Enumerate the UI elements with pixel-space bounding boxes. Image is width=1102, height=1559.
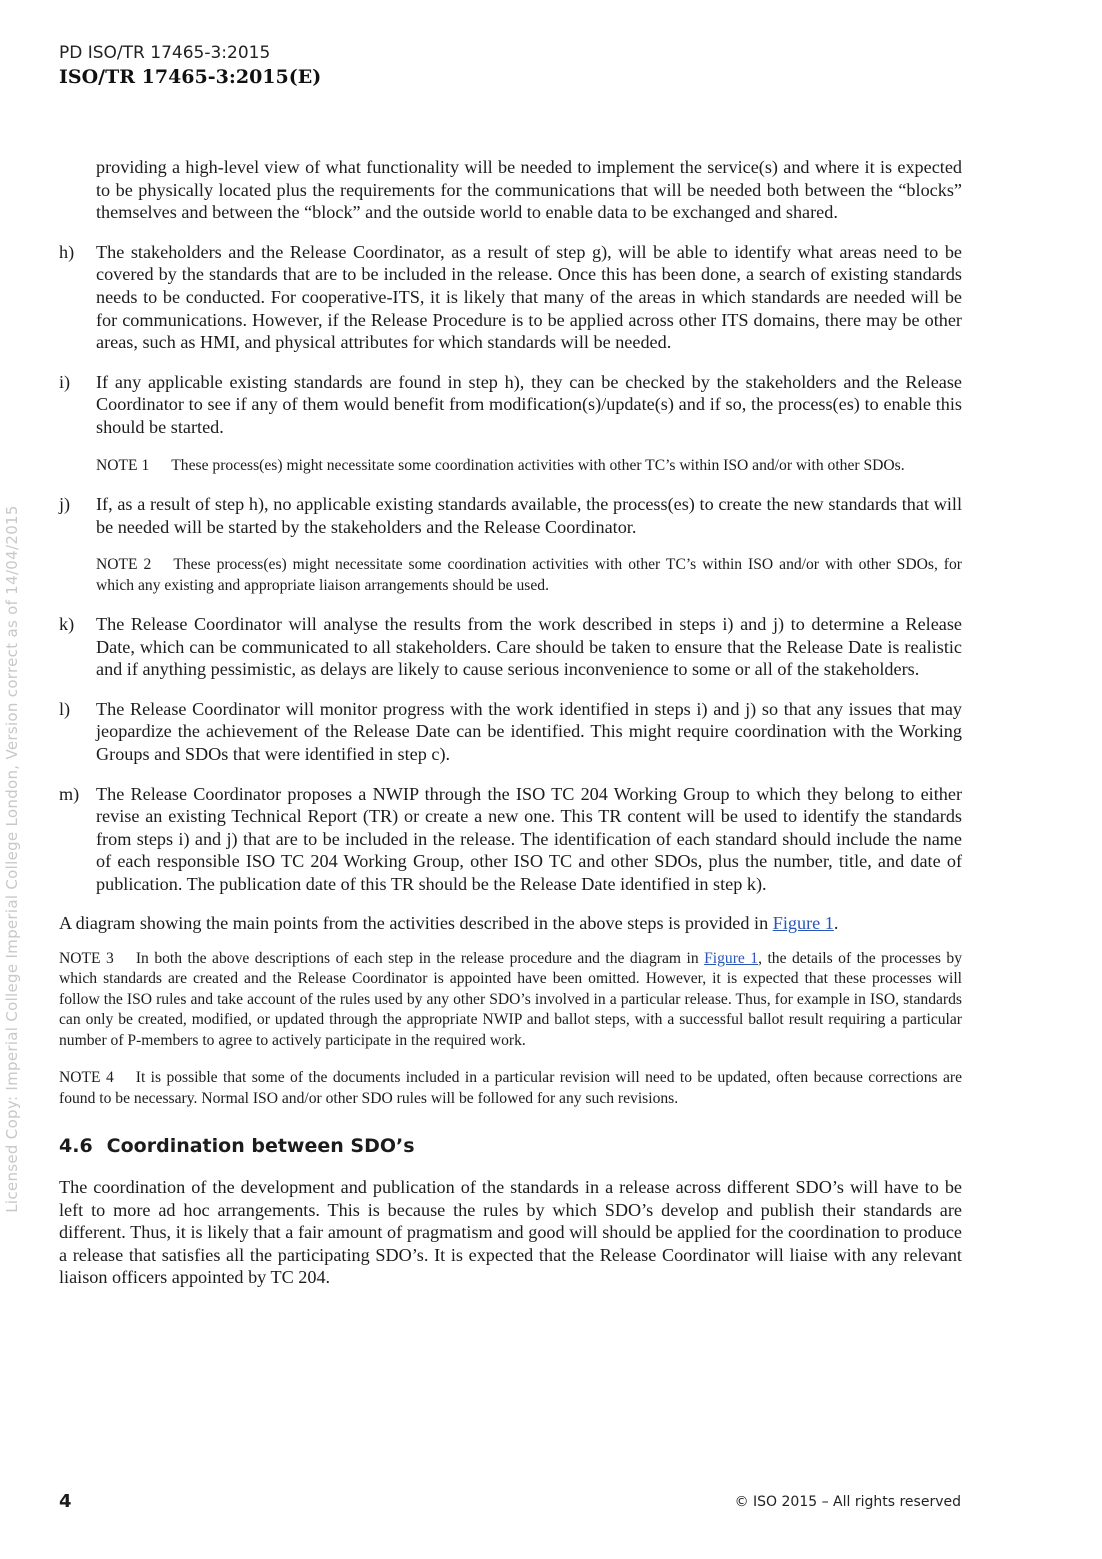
diagram-reference-paragraph <box>59 912 962 935</box>
header-doc-id: PD ISO/TR 17465-3:2015 <box>59 43 271 63</box>
note-4-label: NOTE 4 <box>59 1069 114 1087</box>
note-1-text: These process(es) might necessitate some coordination activities with other TC’s within ISO and/or with other SDOs. <box>171 456 905 474</box>
list-item-l <box>59 698 962 766</box>
section-heading-4-6 <box>59 1135 962 1157</box>
list-label-k: k) <box>59 613 75 634</box>
list-text-l: The Release Coordinator will monitor progress with the work identified in steps i) and j) so that any issues that may jeopardize the achievement of the Release Date can be identified. This might require coordination with the Working Groups and SDOs that were identified in step c). <box>96 698 962 764</box>
note-4-text: It is possible that some of the documents included in a particular revision will need to be updated, often because corrections are found to be necessary. Normal ISO and/or other SDO rules will be followed for any such revisions. <box>59 1069 962 1107</box>
note-2-label: NOTE 2 <box>96 556 152 574</box>
step-g-continuation: providing a high-level view of what functionality will be needed to implement the service(s) and where it is expected to be physically located plus the requirements for the communications that will be needed both between the “blocks” themselves and between the “block” and the outside world to enable data to be exchanged and shared. <box>96 157 962 223</box>
list-label-l: l) <box>59 698 71 719</box>
note-2-text: These process(es) might necessitate some coordination activities with other TC’s within ISO and/or with other SDOs, for which any existing and appropriate liaison arrangements should be used. <box>96 556 962 594</box>
copyright-notice: © ISO 2015 – All rights reserved <box>734 1494 961 1510</box>
list-text-h: The stakeholders and the Release Coordinator, as a result of step g), will be able to identify what areas need to be covered by the standards that are to be included in the release. Once this has been done, a search of existing standards needs to be conducted. For cooperative-ITS, it is likely that many of the areas in which standards are needed will be for communications. However, if the Release Procedure is to be applied across other ITS domains, there may be other areas, such as HMI, and physical attributes for which standards will be needed. <box>96 241 962 353</box>
diagram-reference-end: . <box>833 913 839 934</box>
list-text-k: The Release Coordinator will analyse the results from the work described in steps i) and j) to determine a Release Date, which can be communicated to all stakeholders. Care should be taken to ensure that the Release Date is realistic and if anything pessimistic, as delays are likely to cause serious inconvenience to some or all of the stakeholders. <box>96 613 962 680</box>
note-3-text-end: , the details of the processes by which standards are created and the Release Coordinator is appointed have been omitted. However, it is expected that these processes will follow the ISO rules and take account of the rules used by any other SDO’s involved in a particular release. Thus, for example in ISO, standards can only be created, modified, or updated through the appropriate NWIP and ballot steps, with a successful ballot result requiring a particular number of P-members to agree to actively participate in the required work. <box>59 950 962 1049</box>
note-4 <box>59 1068 962 1109</box>
list-item-j <box>59 493 962 538</box>
note-1-label: NOTE 1 <box>96 456 150 474</box>
figure-1-link[interactable]: Figure 1 <box>772 913 834 934</box>
page-number: 4 <box>59 1491 72 1512</box>
note-2 <box>59 555 962 596</box>
section-4-6-body: The coordination of the development and publication of the standards in a release across different SDO’s will have to be left to more ad hoc arrangements. This is because the rules by which SDO’s develop and publish their standards are different. Thus, it is likely that a fair amount of pragmatism and good will should be applied for the coordination to produce a release that satisfies all the participating SDO’s. It is expected that the Release Coordinator will liaise with any relevant liaison officers appointed by TC 204. <box>59 1176 962 1288</box>
header-doc-id-edition: ISO/TR 17465-3:2015(E) <box>59 66 322 88</box>
list-label-i: i) <box>59 371 71 392</box>
list-item-k <box>59 613 962 681</box>
page-body <box>59 156 962 1289</box>
list-item-i <box>59 371 962 439</box>
list-item-m <box>59 783 962 896</box>
figure-1-link-note3[interactable]: Figure 1 <box>704 950 759 968</box>
note-1 <box>59 456 962 476</box>
list-text-j: If, as a result of step h), no applicable existing standards available, the process(es) to create the new standards that will be needed will be started by the stakeholders and the Release Coordinator. <box>96 493 962 537</box>
list-label-h: h) <box>59 241 75 262</box>
note-3-label: NOTE 3 <box>59 950 114 968</box>
note-3 <box>59 949 962 1051</box>
list-text-i: If any applicable existing standards are found in step h), they can be checked by the stakeholders and the Release Coordinator to see if any of them would benefit from modification(s)/update(s) and if so, the process(es) to enable this should be started. <box>96 371 962 437</box>
note-3-text-start: In both the above descriptions of each step in the release procedure and the diagram in <box>135 950 705 968</box>
list-label-m: m) <box>59 783 80 804</box>
list-item-h <box>59 241 962 354</box>
section-title: Coordination between SDO’s <box>106 1134 415 1157</box>
diagram-reference-text: A diagram showing the main points from the activities described in the above steps is provided in <box>59 913 773 934</box>
section-number: 4.6 <box>59 1134 93 1157</box>
list-label-j: j) <box>59 493 71 514</box>
list-text-m: The Release Coordinator proposes a NWIP through the ISO TC 204 Working Group to which they belong to either revise an existing Technical Report (TR) or create a new one. This TR content will be used to identify the standards from steps i) and j) that are to be included in the release. The identification of each standard should include the name of each responsible ISO TC 204 Working Group, other ISO TC and other SDOs, plus the number, title, and date of publication. The publication date of this TR should be the Release Date identified in step k). <box>96 783 962 894</box>
side-license-watermark: Licensed Copy: Imperial College Imperial College London, Version correct as of 14/04/2015 <box>3 505 21 1213</box>
